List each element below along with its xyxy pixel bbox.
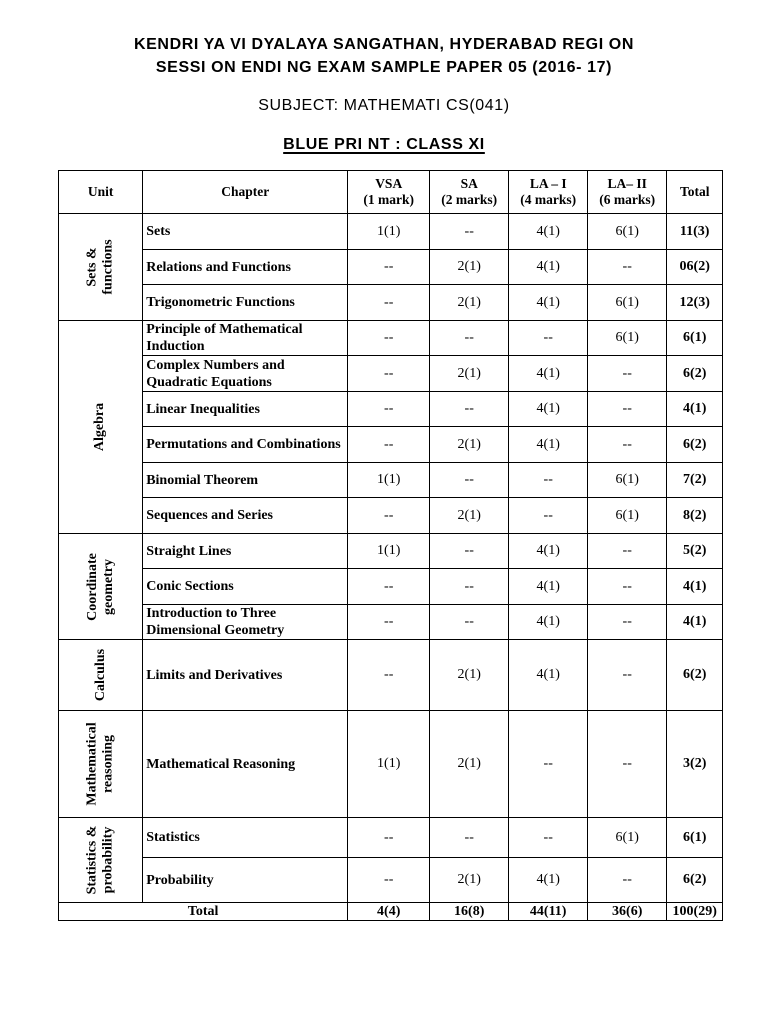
header-vsa-marks: (1 mark) — [363, 192, 415, 207]
vsa-cell: -- — [348, 640, 430, 711]
total-cell: 12(3) — [667, 285, 723, 321]
unit-cell-algebra — [59, 321, 143, 534]
unit-label-line2: functions — [100, 239, 116, 295]
total-grand: 100(29) — [667, 903, 723, 921]
total-row — [59, 903, 723, 921]
total-row-label: Total — [59, 903, 348, 921]
total-sa: 16(8) — [430, 903, 509, 921]
la1-cell: -- — [509, 818, 588, 858]
vsa-cell: -- — [348, 250, 430, 285]
header-la2 — [588, 171, 667, 214]
total-cell: 06(2) — [667, 250, 723, 285]
table-row — [59, 392, 723, 427]
total-cell: 6(1) — [667, 818, 723, 858]
la2-cell: -- — [588, 250, 667, 285]
sa-cell: 2(1) — [430, 858, 509, 903]
la1-cell: 4(1) — [509, 534, 588, 569]
la1-cell: 4(1) — [509, 640, 588, 711]
blueprint-table — [58, 170, 723, 921]
chapter-cell: Complex Numbers and Quadratic Equations — [143, 356, 348, 392]
sa-cell: -- — [430, 463, 509, 498]
sa-cell: -- — [430, 569, 509, 605]
total-la2: 36(6) — [588, 903, 667, 921]
unit-cell-coordinate-geometry — [59, 534, 143, 640]
exam-title: SESSI ON ENDI NG EXAM SAMPLE PAPER 05 (2016- 17) — [155, 59, 613, 76]
unit-label-line1: Coordinate — [84, 552, 100, 621]
chapter-cell: Probability — [143, 858, 348, 903]
la1-cell: 4(1) — [509, 356, 588, 392]
la2-cell: -- — [588, 534, 667, 569]
total-cell: 7(2) — [667, 463, 723, 498]
total-la1: 44(11) — [509, 903, 588, 921]
chapter-cell: Limits and Derivatives — [143, 640, 348, 711]
sa-cell: -- — [430, 321, 509, 356]
total-vsa: 4(4) — [348, 903, 430, 921]
table-row — [59, 250, 723, 285]
table-row — [59, 534, 723, 569]
vsa-cell: -- — [348, 356, 430, 392]
blueprint-title — [0, 136, 768, 154]
table-row — [59, 858, 723, 903]
la2-cell: 6(1) — [588, 818, 667, 858]
sa-cell: 2(1) — [430, 640, 509, 711]
table-row — [59, 711, 723, 818]
vsa-cell: -- — [348, 498, 430, 534]
unit-label-line1: Mathematical — [84, 722, 100, 806]
sa-cell: 2(1) — [430, 356, 509, 392]
header-vsa-label: VSA — [375, 176, 403, 191]
la1-cell: 4(1) — [509, 250, 588, 285]
sa-cell: 2(1) — [430, 498, 509, 534]
la2-cell: 6(1) — [588, 285, 667, 321]
sa-cell: -- — [430, 214, 509, 250]
vsa-cell: -- — [348, 427, 430, 463]
chapter-cell: Straight Lines — [143, 534, 348, 569]
header-la2-label: LA– II — [607, 176, 647, 191]
header-la1-marks: (4 marks) — [520, 192, 577, 207]
table-row — [59, 463, 723, 498]
unit-label — [93, 649, 109, 701]
sa-cell: -- — [430, 605, 509, 640]
unit-label — [85, 826, 117, 895]
la2-cell: 6(1) — [588, 498, 667, 534]
unit-label-line1: Statistics & — [84, 825, 100, 895]
unit-label-line2: probability — [100, 826, 116, 894]
total-cell: 4(1) — [667, 392, 723, 427]
chapter-cell: Sequences and Series — [143, 498, 348, 534]
header-chapter: Chapter — [143, 171, 348, 214]
sa-cell: 2(1) — [430, 427, 509, 463]
subject-title: SUBJECT: MATHEMATI CS(041) — [258, 97, 510, 114]
total-cell: 5(2) — [667, 534, 723, 569]
table-row — [59, 569, 723, 605]
la2-cell: -- — [588, 427, 667, 463]
vsa-cell: 1(1) — [348, 214, 430, 250]
table-row — [59, 285, 723, 321]
la1-cell: 4(1) — [509, 285, 588, 321]
la1-cell: -- — [509, 321, 588, 356]
la2-cell: 6(1) — [588, 214, 667, 250]
la2-cell: -- — [588, 356, 667, 392]
la2-cell: -- — [588, 569, 667, 605]
blueprint-title-text: BLUE PRI NT : CLASS XI — [283, 136, 485, 153]
total-cell: 4(1) — [667, 569, 723, 605]
sa-cell: 2(1) — [430, 250, 509, 285]
la1-cell: -- — [509, 711, 588, 818]
la2-cell: -- — [588, 605, 667, 640]
chapter-cell: Statistics — [143, 818, 348, 858]
table-row — [59, 214, 723, 250]
unit-label-line1: Calculus — [92, 648, 108, 702]
la1-cell: 4(1) — [509, 392, 588, 427]
table-row — [59, 498, 723, 534]
table-row — [59, 640, 723, 711]
vsa-cell: -- — [348, 285, 430, 321]
sa-cell: -- — [430, 392, 509, 427]
unit-cell-statistics-probability — [59, 818, 143, 903]
chapter-cell: Trigonometric Functions — [143, 285, 348, 321]
total-cell: 3(2) — [667, 711, 723, 818]
header-vsa — [348, 171, 430, 214]
la2-cell: -- — [588, 392, 667, 427]
la1-cell: 4(1) — [509, 605, 588, 640]
chapter-cell: Relations and Functions — [143, 250, 348, 285]
sa-cell: -- — [430, 534, 509, 569]
total-cell: 6(2) — [667, 858, 723, 903]
vsa-cell: -- — [348, 321, 430, 356]
la1-cell: 4(1) — [509, 427, 588, 463]
unit-label — [85, 553, 117, 621]
school-title: KENDRI YA VI DYALAYA SANGATHAN, HYDERABAD REGI ON — [133, 36, 634, 53]
la2-cell: -- — [588, 858, 667, 903]
chapter-cell: Conic Sections — [143, 569, 348, 605]
table-row — [59, 321, 723, 356]
chapter-cell: Principle of Mathematical Induction — [143, 321, 348, 356]
header-sa-marks: (2 marks) — [441, 192, 498, 207]
vsa-cell: -- — [348, 858, 430, 903]
vsa-cell: 1(1) — [348, 711, 430, 818]
chapter-cell: Linear Inequalities — [143, 392, 348, 427]
chapter-cell: Mathematical Reasoning — [143, 711, 348, 818]
la2-cell: -- — [588, 711, 667, 818]
header-la1 — [509, 171, 588, 214]
vsa-cell: 1(1) — [348, 534, 430, 569]
unit-cell-calculus — [59, 640, 143, 711]
header-la1-label: LA – I — [529, 176, 567, 191]
chapter-cell: Sets — [143, 214, 348, 250]
chapter-cell: Binomial Theorem — [143, 463, 348, 498]
vsa-cell: -- — [348, 569, 430, 605]
vsa-cell: -- — [348, 818, 430, 858]
la2-cell: 6(1) — [588, 321, 667, 356]
total-cell: 11(3) — [667, 214, 723, 250]
table-row — [59, 818, 723, 858]
total-cell: 6(2) — [667, 640, 723, 711]
la1-cell: -- — [509, 463, 588, 498]
unit-label-line2: reasoning — [100, 734, 116, 794]
total-cell: 8(2) — [667, 498, 723, 534]
total-cell: 4(1) — [667, 605, 723, 640]
sa-cell: -- — [430, 818, 509, 858]
header-unit: Unit — [59, 171, 143, 214]
total-cell: 6(1) — [667, 321, 723, 356]
unit-label — [85, 722, 117, 805]
header-total: Total — [667, 171, 723, 214]
header-la2-marks: (6 marks) — [599, 192, 656, 207]
chapter-cell: Introduction to Three Dimensional Geometry — [143, 605, 348, 640]
table-row — [59, 427, 723, 463]
header-row — [59, 171, 723, 214]
table-row — [59, 356, 723, 392]
la1-cell: 4(1) — [509, 858, 588, 903]
sa-cell: 2(1) — [430, 711, 509, 818]
vsa-cell: -- — [348, 605, 430, 640]
unit-label-line1: Sets & — [84, 247, 100, 287]
la1-cell: 4(1) — [509, 569, 588, 605]
total-cell: 6(2) — [667, 356, 723, 392]
la2-cell: -- — [588, 640, 667, 711]
la1-cell: 4(1) — [509, 214, 588, 250]
unit-label-line2: geometry — [100, 558, 116, 615]
total-cell: 6(2) — [667, 427, 723, 463]
table-row — [59, 605, 723, 640]
unit-label — [85, 239, 117, 294]
sa-cell: 2(1) — [430, 285, 509, 321]
vsa-cell: 1(1) — [348, 463, 430, 498]
unit-cell-mathematical-reasoning — [59, 711, 143, 818]
la2-cell: 6(1) — [588, 463, 667, 498]
header-sa — [430, 171, 509, 214]
header-sa-label: SA — [460, 176, 478, 191]
unit-cell-sets-functions — [59, 214, 143, 321]
vsa-cell: -- — [348, 392, 430, 427]
unit-label — [93, 403, 109, 451]
la1-cell: -- — [509, 498, 588, 534]
chapter-cell: Permutations and Combinations — [143, 427, 348, 463]
unit-label-line1: Algebra — [92, 402, 108, 452]
